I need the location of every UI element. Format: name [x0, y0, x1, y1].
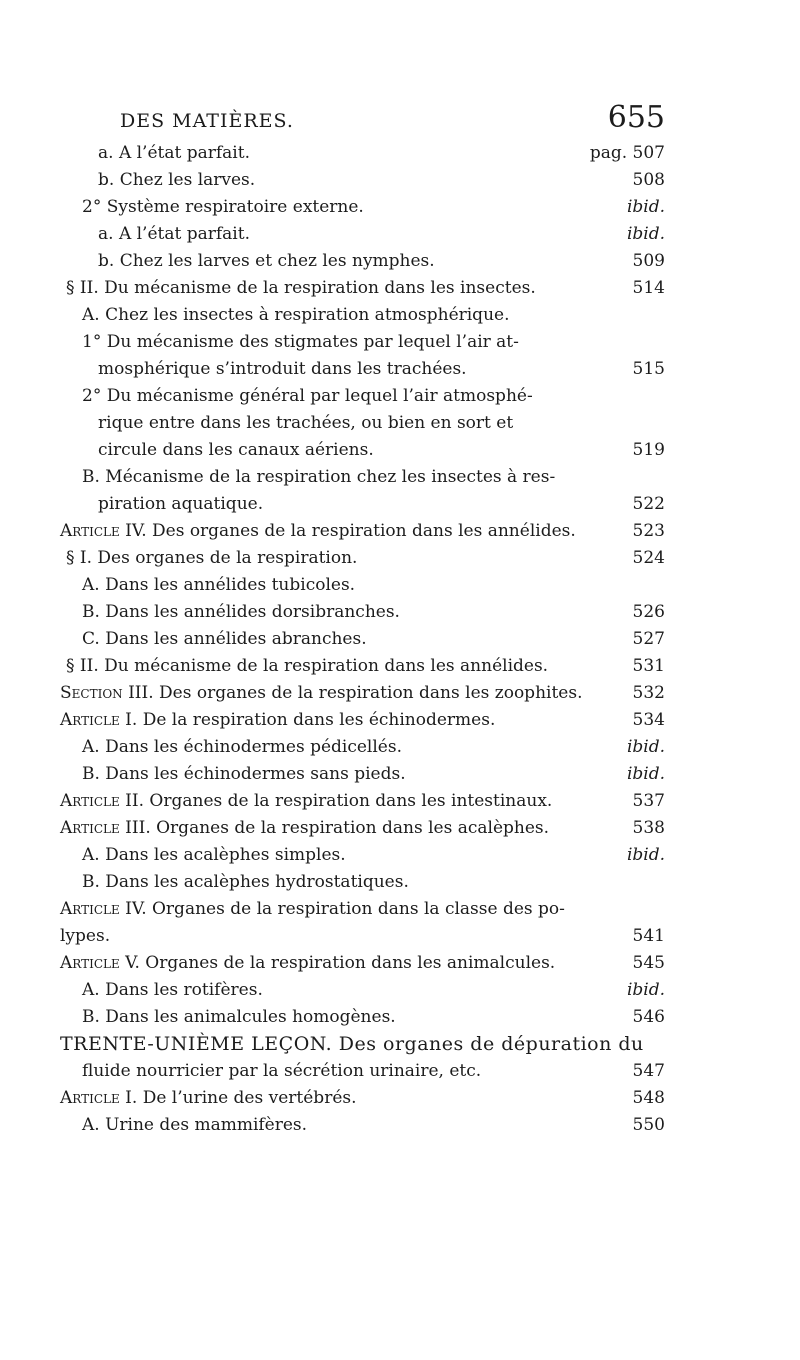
page-ref: 546 — [632, 1007, 665, 1027]
page-ref: ibid. — [626, 980, 665, 1000]
toc-entry: B. Dans les acalèphes hydrostatiques. — [82, 872, 409, 892]
page-ref: 545 — [632, 953, 665, 973]
toc-entry: C. Dans les annélides abranches. 527 — [60, 626, 665, 653]
toc-entry: 2° Du mécanisme général par lequel l’air atmosphé- — [82, 386, 533, 406]
page-ref: 537 — [632, 791, 665, 811]
toc-entry: TRENTE-UNIÈME LEÇON. Des organes de dépuration du — [60, 1033, 644, 1055]
toc-entry: § I. Des organes de la respiration. 524 — [60, 545, 665, 572]
toc-entry: B. Dans les animalcules homogènes. 546 — [60, 1004, 665, 1031]
toc-entry: Article IV. Organes de la respiration dans la classe des po- — [60, 899, 565, 919]
page-ref: 507 — [632, 143, 665, 163]
page-ref: 523 — [632, 521, 665, 541]
toc-entry: B. Mécanisme de la respiration chez les insectes à res- — [82, 467, 556, 487]
table-of-contents — [60, 140, 665, 1139]
page-ref: 527 — [632, 629, 665, 649]
toc-entry: circule dans les canaux aériens. 519 — [60, 437, 665, 464]
toc-entry: Article III. Organes de la respiration dans les acalèphes. 538 — [60, 815, 665, 842]
page-ref: 534 — [632, 710, 665, 730]
toc-entry: A. Dans les échinodermes pédicellés. ibid. — [60, 734, 665, 761]
toc-entry: a. A l’état parfait. pag. 507 — [98, 143, 665, 163]
toc-entry: § II. Du mécanisme de la respiration dans les annélides. 531 — [60, 653, 665, 680]
page-ref: 522 — [632, 494, 665, 514]
toc-entry: lypes. 541 — [60, 923, 665, 950]
toc-entry: 1° Du mécanisme des stigmates par lequel l’air at- — [82, 332, 519, 352]
toc-entry: A. Dans les annélides tubicoles. — [82, 575, 356, 595]
toc-entry: A. Urine des mammifères. 550 — [60, 1112, 665, 1139]
page-ref: 526 — [632, 602, 665, 622]
toc-entry: rique entre dans les trachées, ou bien en sort et — [98, 413, 514, 433]
page-ref: 524 — [632, 548, 665, 568]
page-ref: ibid. — [626, 224, 665, 244]
page-ref: ibid. — [626, 845, 665, 865]
page-number: 655 — [607, 100, 665, 135]
page-ref: ibid. — [626, 197, 665, 217]
toc-entry: A. Dans les rotifères. ibid. — [60, 977, 665, 1004]
page-ref: 514 — [632, 278, 665, 298]
page-ref: ibid. — [626, 764, 665, 784]
toc-entry: fluide nourricier par la sécrétion urinaire, etc. 547 — [60, 1058, 665, 1085]
toc-entry: § II. Du mécanisme de la respiration dans les insectes. 514 — [60, 275, 665, 302]
toc-entry: B. Dans les annélides dorsibranches. 526 — [60, 599, 665, 626]
toc-entry: mosphérique s’introduit dans les trachées. 515 — [60, 356, 665, 383]
page-ref: 508 — [632, 170, 665, 190]
page-abbrev: pag. — [589, 143, 628, 163]
page-ref: 547 — [632, 1061, 665, 1081]
toc-entry: Article I. De l’urine des vertébrés. 548 — [60, 1085, 665, 1112]
toc-entry: b. Chez les larves et chez les nymphes. 509 — [60, 248, 665, 275]
toc-entry: A. Chez les insectes à respiration atmosphérique. — [82, 305, 510, 325]
page-ref: 541 — [632, 926, 665, 946]
toc-entry: b. Chez les larves. 508 — [60, 167, 665, 194]
page-ref: ibid. — [626, 737, 665, 757]
page-ref: 519 — [632, 440, 665, 460]
page-ref: 550 — [632, 1115, 665, 1135]
page-ref: 509 — [632, 251, 665, 271]
page-ref: 538 — [632, 818, 665, 838]
page-ref: 515 — [632, 359, 665, 379]
toc-entry: a. A l’état parfait. ibid. — [60, 221, 665, 248]
page-ref: 532 — [632, 683, 665, 703]
toc-entry: Article V. Organes de la respiration dans les animalcules. 545 — [60, 950, 665, 977]
running-title: DES MATIÈRES. — [120, 110, 294, 132]
toc-entry: 2° Système respiratoire externe. ibid. — [60, 194, 665, 221]
page-ref: 531 — [632, 656, 665, 676]
running-head — [120, 100, 665, 140]
toc-entry: Article II. Organes de la respiration dans les intestinaux. 537 — [60, 788, 665, 815]
toc-entry: B. Dans les échinodermes sans pieds. ibid. — [60, 761, 665, 788]
toc-entry: piration aquatique. 522 — [60, 491, 665, 518]
page-ref: 548 — [632, 1088, 665, 1108]
toc-entry: A. Dans les acalèphes simples. ibid. — [60, 842, 665, 869]
toc-entry: Article IV. Des organes de la respiration dans les annélides. 523 — [60, 518, 665, 545]
toc-entry: Section III. Des organes de la respiration dans les zoophites. 532 — [60, 680, 665, 707]
toc-entry: Article I. De la respiration dans les échinodermes. 534 — [60, 707, 665, 734]
